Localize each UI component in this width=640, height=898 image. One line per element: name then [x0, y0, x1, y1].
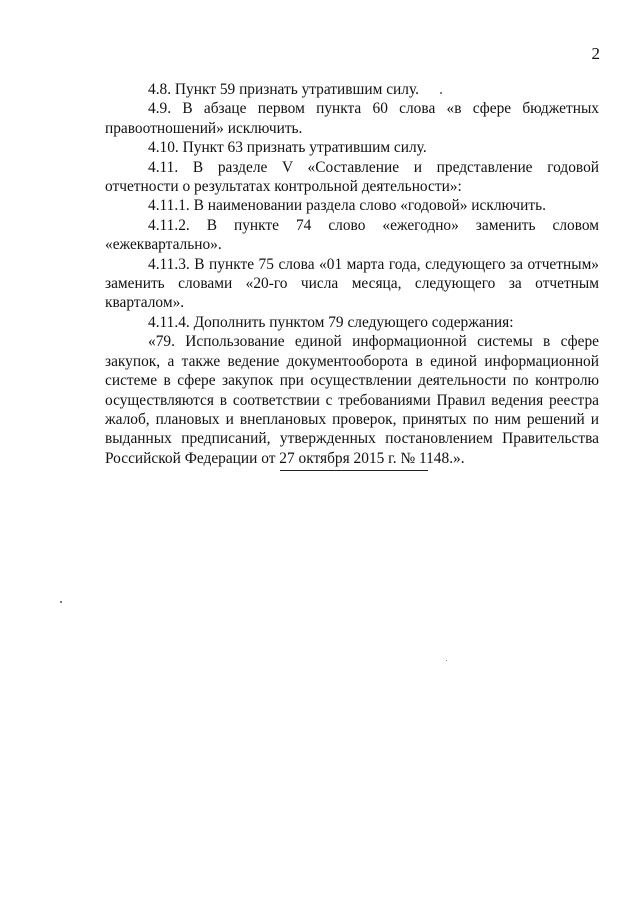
paragraph-4-11-2: 4.11.2. В пункте 74 слово «ежегодно» заменить словом «ежеквартально».	[105, 216, 599, 254]
paragraph-4-8: 4.8. Пункт 59 признать утратившим силу.	[148, 81, 419, 98]
quoted-paragraph-79: «79. Использование единой информационной системы в сфере закупок, а также ведение документооборота в единой информационной системе в сфере закупок при осуществлении деятельности по контролю осуществляются в соответствии с требованиями Правил ведения реестра жалоб, плановых и внеплановых проверок, принятых по ним решений и выданных предписаний, утвержденных постановлением Правительства Российской Федерации от 27 октября 2015 г. № 1148.».	[105, 333, 599, 467]
paragraph-4-11-4: 4.11.4. Дополнить пунктом 79 следующего содержания:	[148, 313, 514, 331]
paragraph-4-9: 4.9. В абзаце первом пункта 60 слова «в сфере бюджетных правоотношений» исключить.	[105, 100, 599, 137]
scan-speck	[60, 601, 62, 603]
paragraph-4-11-1: 4.11.1. В наименовании раздела слово «годовой» исключить.	[148, 197, 546, 215]
closing-divider-line	[280, 470, 428, 471]
page-number: 2	[591, 44, 600, 63]
paragraph-4-11-3: 4.11.3. В пункте 75 слова «01 марта года, следующего за отчетным» заменить словами «20-го числа месяца, следующего за отчетным кварталом».	[105, 255, 599, 312]
paragraph-4-10: 4.10. Пункт 63 признать утратившим силу.	[148, 139, 427, 157]
scan-speck	[440, 92, 442, 94]
paragraph-4-11: 4.11. В разделе V «Составление и представление годовой отчетности о результатах контрольной деятельности»:	[105, 158, 599, 196]
scan-speck	[446, 660, 447, 661]
document-body	[105, 80, 599, 468]
